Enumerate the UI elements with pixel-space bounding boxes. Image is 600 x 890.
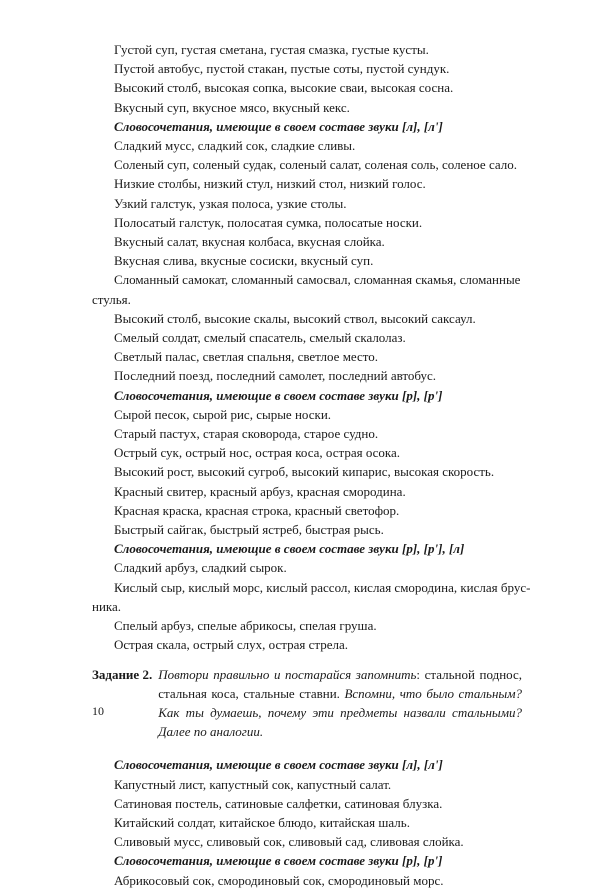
task-text: [158, 665, 522, 742]
phrase-line: Острая скала, острый слух, острая стрела.: [114, 637, 348, 653]
phrase-line: Красный свитер, красный арбуз, красная смородина.: [114, 483, 406, 499]
phrase-line: Кислый сыр, кислый морс, кислый рассол, кислая смородина, кислая брус-: [114, 579, 531, 595]
phrase-line: Абрикосовый сок, смородиновый сок, смородиновый морс.: [114, 872, 444, 888]
phrase-list: [92, 558, 522, 577]
section-heading: Словосочетания, имеющие в своем составе звуки [р], [р']: [114, 387, 443, 403]
phrase-line: Сливовый мусс, сливовый сок, сливовый сад, сливовая слойка.: [114, 834, 464, 850]
phrase-list: [92, 309, 522, 386]
section-heading: Словосочетания, имеющие в своем составе звуки [р], [р'], [л]: [114, 541, 465, 557]
phrase-list: [92, 405, 522, 539]
page-content: [92, 40, 531, 890]
section-heading: Словосочетания, имеющие в своем составе звуки [л], [л']: [114, 118, 443, 134]
phrase-line: Сладкий мусс, сладкий сок, сладкие сливы.: [114, 138, 356, 154]
section-heading: Словосочетания, имеющие в своем составе звуки [л], [л']: [114, 757, 443, 773]
phrase-line: Сладкий арбуз, сладкий сырок.: [114, 560, 287, 576]
task-plain-text: : стальной поднос, стальная коса, стальные ставни.: [158, 666, 522, 701]
phrase-line: Вкусный суп, вкусное мясо, вкусный кекс.: [114, 99, 350, 115]
phrase-line: Быстрый сайгак, быстрый ястреб, быстрая рысь.: [114, 522, 384, 538]
task-block: [92, 665, 522, 742]
phrase-list: [92, 871, 522, 890]
phrase-line: Капустный лист, капустный сок, капустный салат.: [114, 776, 392, 792]
task-label: Задание 2.: [92, 666, 153, 682]
task-question: Вспомни, что было стальным? Как ты думаешь, почему эти предметы назвали стальными? Далее по аналогии.: [158, 685, 523, 740]
phrase-line: Смелый солдат, смелый спасатель, смелый скалолаз.: [114, 330, 406, 346]
phrase-line: Сломанный самокат, сломанный самосвал, сломанная скамья, сломанные: [114, 272, 521, 288]
section-heading: Словосочетания, имеющие в своем составе звуки [р], [р']: [114, 853, 443, 869]
page-number: 10: [92, 704, 104, 718]
task-instruction: Повтори правильно и постарайся запомнить: [158, 666, 417, 682]
phrase-line: Последний поезд, последний самолет, последний автобус.: [114, 368, 437, 384]
phrase-line: Вкусная слива, вкусные сосиски, вкусный суп.: [114, 253, 374, 269]
phrase-line: Высокий столб, высокая сопка, высокие сваи, высокая сосна.: [114, 80, 454, 96]
phrase-line-continuation: стулья.: [92, 291, 131, 307]
phrase-line: Острый сук, острый нос, острая коса, острая осока.: [114, 445, 401, 461]
phrase-line: Низкие столбы, низкий стул, низкий стол, низкий голос.: [114, 176, 426, 192]
phrase-line: Узкий галстук, узкая полоса, узкие столы.: [114, 195, 347, 211]
phrase-line: Красная краска, красная строка, красный светофор.: [114, 502, 400, 518]
phrase-line: Высокий рост, высокий сугроб, высокий кипарис, высокая скорость.: [114, 464, 495, 480]
phrase-line: Китайский солдат, китайское блюдо, китайская шаль.: [114, 814, 410, 830]
phrase-line: Соленый суп, соленый судак, соленый салат, соленая соль, соленое сало.: [114, 157, 518, 173]
phrase-line: Сатиновая постель, сатиновые салфетки, сатиновая блузка.: [114, 795, 443, 811]
phrase-line: Высокий столб, высокие скалы, высокий ствол, высокий саксаул.: [114, 310, 476, 326]
phrase-line: Светлый палас, светлая спальня, светлое место.: [114, 349, 379, 365]
phrase-list: [92, 136, 522, 270]
phrase-list: [92, 775, 522, 852]
phrase-list: [92, 40, 522, 117]
phrase-line: Старый пастух, старая сковорода, старое судно.: [114, 426, 379, 442]
phrase-line: Сырой песок, сырой рис, сырые носки.: [114, 406, 332, 422]
phrase-line: Спелый арбуз, спелые абрикосы, спелая груша.: [114, 618, 377, 634]
phrase-line: Полосатый галстук, полосатая сумка, полосатые носки.: [114, 214, 423, 230]
phrase-line: Вкусный салат, вкусная колбаса, вкусная слойка.: [114, 234, 385, 250]
phrase-list: [92, 616, 522, 654]
phrase-line-continuation: ника.: [92, 598, 122, 614]
phrase-line: Пустой автобус, пустой стакан, пустые соты, пустой сундук.: [114, 61, 450, 77]
phrase-line: Густой суп, густая сметана, густая смазка, густые кусты.: [114, 42, 429, 57]
